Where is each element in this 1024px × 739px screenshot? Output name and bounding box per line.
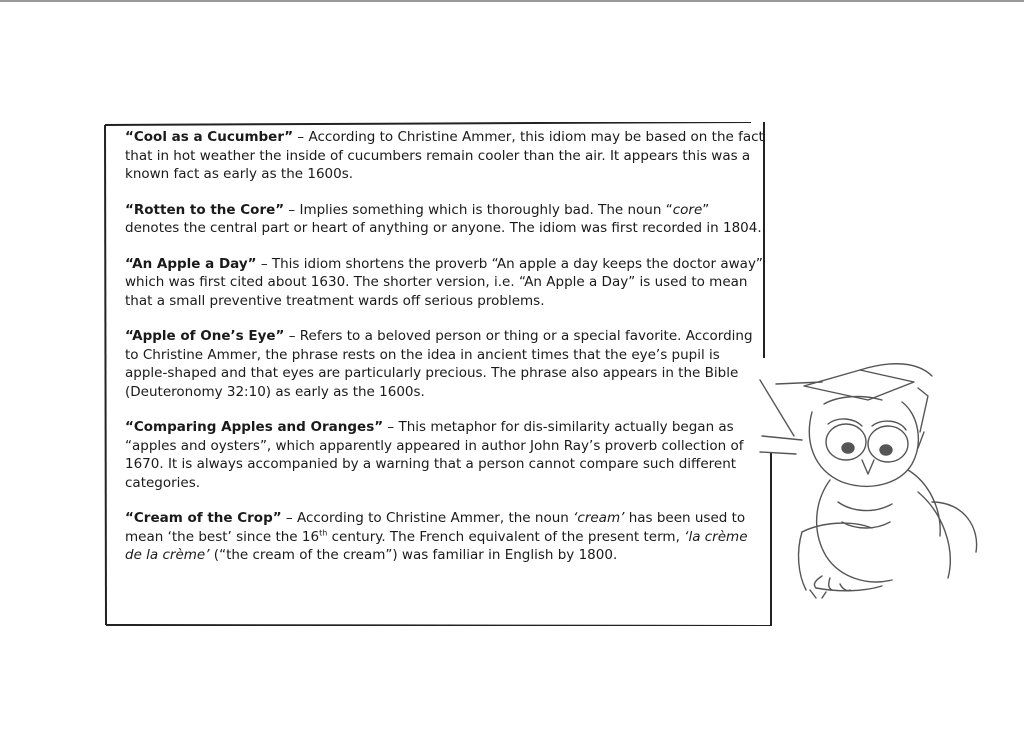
idiom-term: “Rotten to the Core”: [125, 201, 285, 218]
idiom-entry-an-apple-a-day: [125, 255, 765, 311]
idiom-text-box: [104, 122, 772, 626]
idiom-definition: – Refers to a beloved person or thing or a special favorite. According to Christine Ammer, the phrase rests on the idea in ancient times that the eye’s pupil is apple-shaped and that eyes are particularly precious. The phrase also appears in the Bible (Deuteronomy 32:10) as early as the 1600s.: [125, 328, 753, 400]
idiom-emphasis: ‘la crème de la crème’: [125, 528, 748, 563]
idiom-emphasis: ‘cream’: [573, 510, 625, 526]
idiom-term: “Cream of the Crop”: [125, 510, 282, 526]
idiom-term: “An Apple a Day”: [125, 255, 257, 272]
idiom-entry-cool-as-a-cucumber: [125, 128, 765, 184]
idiom-definition: – According to Christine Ammer, the noun: [281, 510, 574, 526]
idiom-definition: – According to Christine Ammer, this idiom may be based on the fact that in hot weather the inside of cucumbers remain cooler than the air. It appears this was a known fact as early as the 1600s.: [125, 129, 764, 182]
page-edge-line: [0, 0, 1024, 2]
idiom-definition: ” denotes the central part or heart of anything or anyone. The idiom was first recorded in 1804.: [125, 201, 762, 236]
idiom-term: “Apple of One’s Eye”: [125, 328, 285, 344]
idiom-definition: – This idiom shortens the proverb “An apple a day keeps the doctor away” which was first cited about 1630. The shorter version, i.e. “An Apple a Day” is used to mean that a small preventive treatment wards off serious problems.: [125, 255, 763, 309]
idiom-definition: – Implies something which is thoroughly bad. The noun “: [284, 201, 673, 218]
idiom-entry-comparing-apples-and-oranges: [125, 418, 765, 492]
idiom-definition: century. The French equivalent of the present term,: [327, 528, 685, 545]
idiom-entry-apple-of-ones-eye: [125, 327, 765, 401]
superscript: th: [319, 528, 328, 537]
idiom-term: “Cool as a Cucumber”: [125, 129, 294, 145]
owl-icon: [742, 352, 982, 600]
idiom-entry-rotten-to-the-core: [125, 201, 765, 238]
idiom-definition: – This metaphor for dis-similarity actually began as “apples and oysters”, which apparently appeared in author John Ray’s proverb collection of 1670. It is always accompanied by a warning that a person cannot compare such different categories.: [125, 419, 744, 491]
idiom-emphasis: core: [672, 201, 703, 218]
idiom-definition: (“the cream of the cream”) was familiar in English by 1800.: [209, 547, 618, 563]
idiom-entry-cream-of-the-crop: [125, 509, 765, 565]
idiom-definition: has been used to mean ‘the best’ since the 16: [125, 510, 746, 545]
idiom-term: “Comparing Apples and Oranges”: [125, 419, 384, 435]
